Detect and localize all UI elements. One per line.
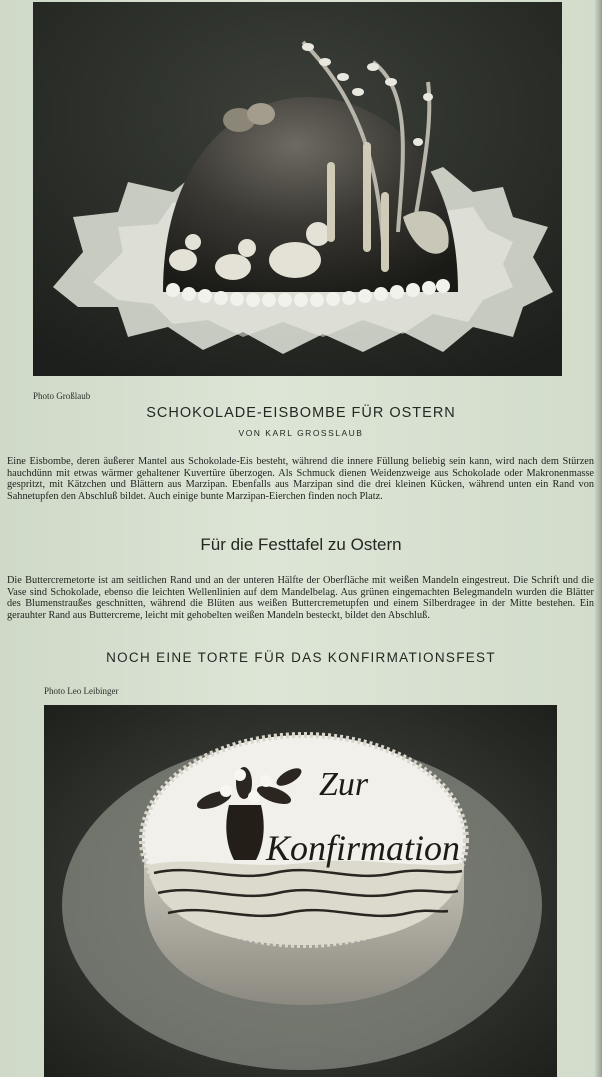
- photo-credit-leibinger: Photo Leo Leibinger: [44, 686, 119, 696]
- article-body-festtafel: Die Buttercremetorte ist am seitlichen Rand und an der unteren Hälfte der Oberfläche mit weißen Mandeln eingestreut. Die Schrift und die Vase sind Schokolade, ebenso die leichten Wellenlinien auf dem Mandelbelag. Aus grünen eingemachten Belegmandeln wurden die Blätter des Blumenstraußes geschnitten, während die Blüten aus weißen Buttercremetupfen und einem Silberdragee in der Mitte bestehen. Ein gerauhter Rand aus Buttercreme, leicht mit gehobelten weißen Mandeln besteckt, bildet den Abschluß.: [7, 575, 594, 621]
- cake-text-konfirmation: Konfirmation: [266, 828, 461, 868]
- photo-credit-grosslaub: Photo Großlaub: [33, 391, 91, 401]
- article-title-konfirmation: NOCH EINE TORTE FÜR DAS KONFIRMATIONSFEST: [106, 650, 496, 665]
- page-edge-shadow: [594, 0, 602, 1077]
- chocolate-vase: [226, 805, 263, 860]
- article-title-festtafel: Für die Festtafel zu Ostern: [200, 535, 402, 554]
- photo-konfirmation-torte: [44, 705, 557, 1077]
- article-title-eisbombe: SCHOKOLADE-EISBOMBE FÜR OSTERN: [146, 405, 456, 421]
- photo-eisbombe: [33, 2, 562, 376]
- cake-text-zur: Zur: [319, 766, 369, 803]
- article-byline: VON KARL GROSSLAUB: [238, 428, 364, 438]
- article-body-eisbombe: Eine Eisbombe, deren äußerer Mantel aus Schokolade-Eis besteht, während die innere Füllung beliebig sein kann, wird nach dem Stürzen hauchdünn mit etwas wärmer gehaltener Kuvertüre überzogen. Als Schmuck dienen Weidenzweige aus Schokolade oder Makronenmasse gespritzt, mit Kätzchen und Blättern aus Marzipan. Ebenfalls aus Marzipan sind die drei kleinen Kücken, während unten ein Rand von Sahnetupfen den Abschluß bildet. Auch einige bunte Marzipan-Eierchen finden noch Platz.: [7, 456, 594, 502]
- torte-illustration: [44, 705, 557, 1077]
- eisbombe-illustration: [33, 2, 562, 376]
